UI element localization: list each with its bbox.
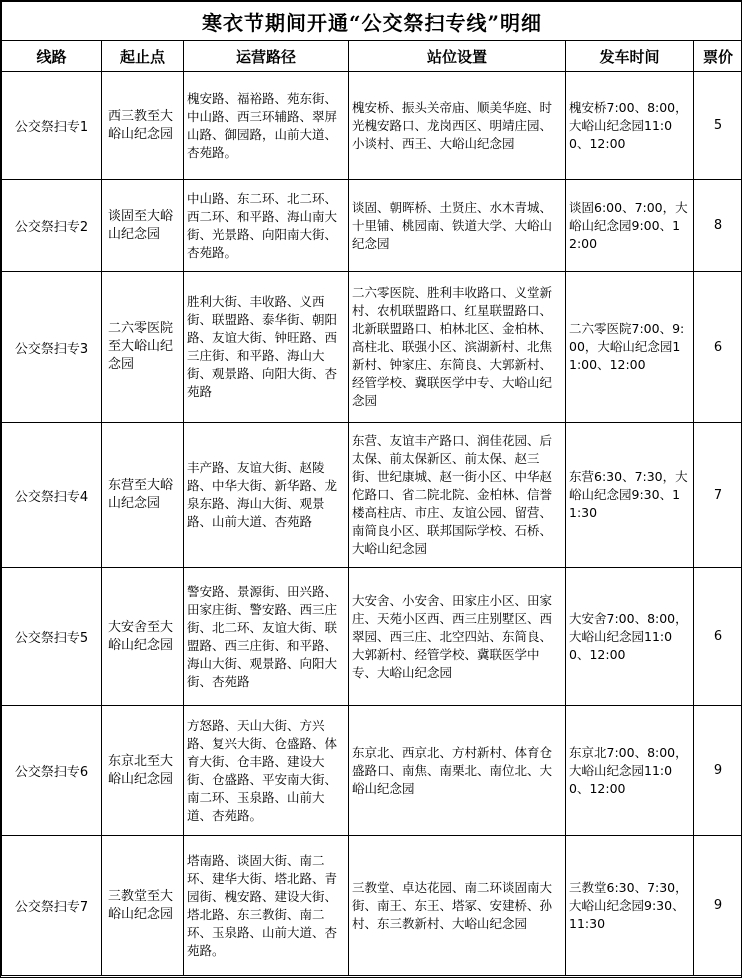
route-cell: 槐安路、福裕路、苑东街、中山路、西三环辅路、翠屏山路、御园路，山前大道、杏苑路。	[184, 72, 349, 180]
stops-cell: 大安舍、小安舍、田家庄小区、田家庄、天苑小区西、西三庄别墅区、西翠园、西三庄、北空四站、东简良、大郭新村、经管学校、冀联医学中专、大峪山纪念园	[349, 568, 566, 706]
price-cell: 9	[694, 836, 742, 976]
ends-cell: 大安舍至大峪山纪念园	[102, 568, 184, 706]
stops-cell: 三教堂、卓达花园、南二环谈固南大街、南王、东王、塔冢、安建桥、孙村、东三教新村、大峪山纪念园	[349, 836, 566, 976]
times-cell: 三教堂6:30、7:30，大峪山纪念园9:30、11:30	[566, 836, 694, 976]
table-row	[2, 706, 742, 836]
ends-cell: 三教堂至大峪山纪念园	[102, 836, 184, 976]
header-price: 票价	[694, 41, 742, 72]
price-cell: 8	[694, 180, 742, 272]
line-cell: 公交祭扫专3	[2, 272, 102, 423]
line-cell: 公交祭扫专5	[2, 568, 102, 706]
stops-cell: 东营、友谊丰产路口、润佳花园、后太保、前太保新区、前太保、赵三街、世纪康城、赵一街小区、中华赵佗路口、省二院北院、金柏林、信誉楼高柱店、市庄、友谊公园、留营、南简良小区、联邦国际学校、石桥、大峪山纪念园	[349, 423, 566, 568]
line-cell: 公交祭扫专4	[2, 423, 102, 568]
line-cell: 公交祭扫专1	[2, 72, 102, 180]
ends-cell: 东营至大峪山纪念园	[102, 423, 184, 568]
times-cell: 槐安桥7:00、8:00，大峪山纪念园11:00、12:00	[566, 72, 694, 180]
route-cell: 警安路、景源街、田兴路、田家庄街、警安路、西三庄街、北二环、友谊大街、联盟路、西三庄街、和平路、海山大街、观景路、向阳大街、杏苑路	[184, 568, 349, 706]
price-cell: 6	[694, 272, 742, 423]
stops-cell: 谈固、朝晖桥、土贤庄、水木青城、十里铺、桃园南、铁道大学、大峪山纪念园	[349, 180, 566, 272]
header-stops: 站位设置	[349, 41, 566, 72]
price-cell: 7	[694, 423, 742, 568]
ends-cell: 谈固至大峪山纪念园	[102, 180, 184, 272]
price-cell: 5	[694, 72, 742, 180]
table-row	[2, 272, 742, 423]
table-row	[2, 423, 742, 568]
route-cell: 方怒路、天山大街、方兴路、复兴大街、仓盛路、体育大街、仓丰路、建设大街、仓盛路、平安南大街、南二环、玉泉路、山前大道、杏苑路。	[184, 706, 349, 836]
times-cell: 二六零医院7:00、9:00，大峪山纪念园11:00、12:00	[566, 272, 694, 423]
header-route: 运营路径	[184, 41, 349, 72]
times-cell: 东营6:30、7:30，大峪山纪念园9:30、11:30	[566, 423, 694, 568]
times-cell: 东京北7:00、8:00，大峪山纪念园11:00、12:00	[566, 706, 694, 836]
times-cell: 谈固6:00、7:00，大峪山纪念园9:00、12:00	[566, 180, 694, 272]
route-cell: 塔南路、谈固大街、南二环、建华大街、塔北路、青园街、槐安路、建设大街、塔北路、东三教街、南二环、玉泉路、山前大道、杏苑路。	[184, 836, 349, 976]
header-ends: 起止点	[102, 41, 184, 72]
header-line: 线路	[2, 41, 102, 72]
price-cell: 6	[694, 568, 742, 706]
ends-cell: 西三教至大峪山纪念园	[102, 72, 184, 180]
ends-cell: 二六零医院至大峪山纪念园	[102, 272, 184, 423]
table-row	[2, 568, 742, 706]
schedule-table	[1, 1, 742, 976]
times-cell: 大安舍7:00、8:00，大峪山纪念园11:00、12:00	[566, 568, 694, 706]
route-cell: 胜利大街、丰收路、义西街、联盟路、泰华街、朝阳路、友谊大街、钟旺路、西三庄街、和平路、海山大街、观景路、向阳大街、杏苑路	[184, 272, 349, 423]
stops-cell: 槐安桥、振头关帝庙、顺美华庭、时光槐安路口、龙岗西区、明靖庄园、小谈村、西王、大峪山纪念园	[349, 72, 566, 180]
line-cell: 公交祭扫专7	[2, 836, 102, 976]
stops-cell: 二六零医院、胜利丰收路口、义堂新村、农机联盟路口、红星联盟路口、北新联盟路口、柏林北区、金柏林、高柱北、联强小区、滨湖新村、北焦新村、钟家庄、东简良、大郭新村、经管学校、冀联医学中专、大峪山纪念园	[349, 272, 566, 423]
price-cell: 9	[694, 706, 742, 836]
stops-cell: 东京北、西京北、方村新村、体育仓盛路口、南焦、南栗北、南位北、大峪山纪念园	[349, 706, 566, 836]
route-cell: 丰产路、友谊大街、赵陵路、中华大街、新华路、龙泉东路、海山大街、观景路、山前大道、杏苑路	[184, 423, 349, 568]
title-row	[2, 2, 742, 41]
table-row	[2, 836, 742, 976]
line-cell: 公交祭扫专6	[2, 706, 102, 836]
table-row	[2, 72, 742, 180]
header-times: 发车时间	[566, 41, 694, 72]
table-row	[2, 180, 742, 272]
line-cell: 公交祭扫专2	[2, 180, 102, 272]
header-row	[2, 41, 742, 72]
route-cell: 中山路、东二环、北二环、西二环、和平路、海山南大街、光景路、向阳南大街、杏苑路。	[184, 180, 349, 272]
table-title: 寒衣节期间开通“公交祭扫专线”明细	[2, 2, 742, 41]
ends-cell: 东京北至大峪山纪念园	[102, 706, 184, 836]
